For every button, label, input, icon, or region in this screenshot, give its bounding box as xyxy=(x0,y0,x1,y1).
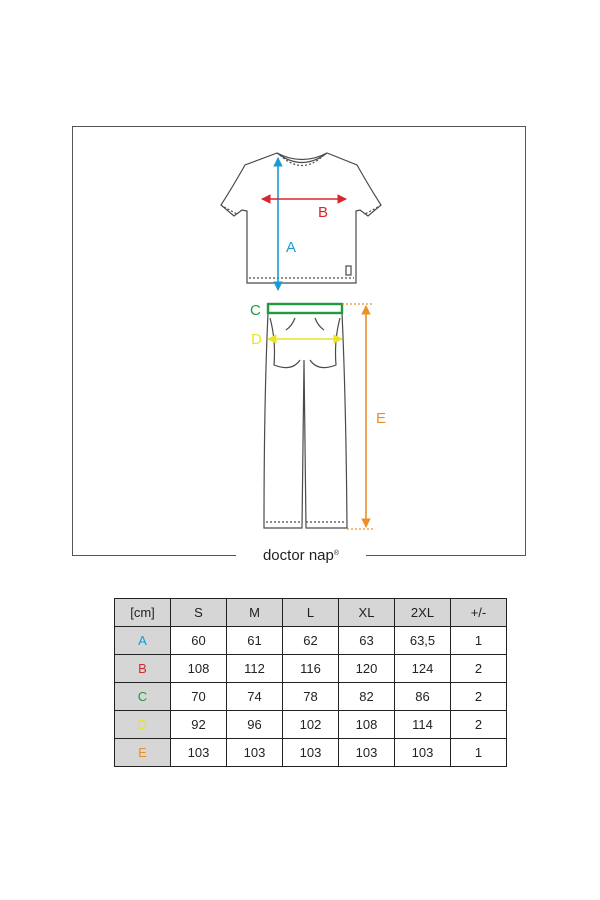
row-label-a: A xyxy=(115,627,171,655)
table-cell: 102 xyxy=(283,711,339,739)
label-b: B xyxy=(318,204,329,221)
table-cell: 112 xyxy=(227,655,283,683)
size-table xyxy=(114,598,507,767)
corner-cell: [cm] xyxy=(115,599,171,627)
table-cell: 92 xyxy=(171,711,227,739)
table-cell: 116 xyxy=(283,655,339,683)
table-cell: 103 xyxy=(171,739,227,767)
table-row xyxy=(115,711,507,739)
table-cell: 61 xyxy=(227,627,283,655)
table-cell: 62 xyxy=(283,627,339,655)
table-cell: 103 xyxy=(227,739,283,767)
table-cell: 63 xyxy=(339,627,395,655)
table-row xyxy=(115,683,507,711)
table-cell: 63,5 xyxy=(395,627,451,655)
table-cell: 103 xyxy=(395,739,451,767)
size-header: XL xyxy=(339,599,395,627)
tolerance-cell: 2 xyxy=(451,683,507,711)
table-cell: 108 xyxy=(171,655,227,683)
table-cell: 120 xyxy=(339,655,395,683)
size-table-header-row xyxy=(115,599,507,627)
trousers-drawing xyxy=(264,304,347,528)
brand-name: doctor nap xyxy=(262,547,334,564)
tshirt-drawing xyxy=(221,153,381,283)
row-label-e: E xyxy=(115,739,171,767)
row-label-b: B xyxy=(115,655,171,683)
table-cell: 86 xyxy=(395,683,451,711)
label-c: C xyxy=(250,302,261,319)
row-label-c: C xyxy=(115,683,171,711)
table-cell: 124 xyxy=(395,655,451,683)
table-cell: 74 xyxy=(227,683,283,711)
label-a: A xyxy=(286,239,297,256)
table-row xyxy=(115,627,507,655)
table-cell: 103 xyxy=(339,739,395,767)
table-cell: 96 xyxy=(227,711,283,739)
size-header: S xyxy=(171,599,227,627)
label-d: D xyxy=(251,331,262,348)
size-header: 2XL xyxy=(395,599,451,627)
size-header: L xyxy=(283,599,339,627)
registered-mark: ® xyxy=(333,550,340,557)
tolerance-cell: 2 xyxy=(451,655,507,683)
tolerance-cell: 2 xyxy=(451,711,507,739)
brand-logo xyxy=(236,544,366,568)
table-cell: 78 xyxy=(283,683,339,711)
tolerance-cell: 1 xyxy=(451,627,507,655)
size-header: M xyxy=(227,599,283,627)
table-cell: 60 xyxy=(171,627,227,655)
table-cell: 114 xyxy=(395,711,451,739)
tolerance-cell: 1 xyxy=(451,739,507,767)
table-cell: 108 xyxy=(339,711,395,739)
row-label-d: D xyxy=(115,711,171,739)
label-e: E xyxy=(376,410,387,427)
tolerance-header: +/- xyxy=(451,599,507,627)
table-cell: 70 xyxy=(171,683,227,711)
table-cell: 82 xyxy=(339,683,395,711)
table-row xyxy=(115,655,507,683)
table-cell: 103 xyxy=(283,739,339,767)
table-row xyxy=(115,739,507,767)
